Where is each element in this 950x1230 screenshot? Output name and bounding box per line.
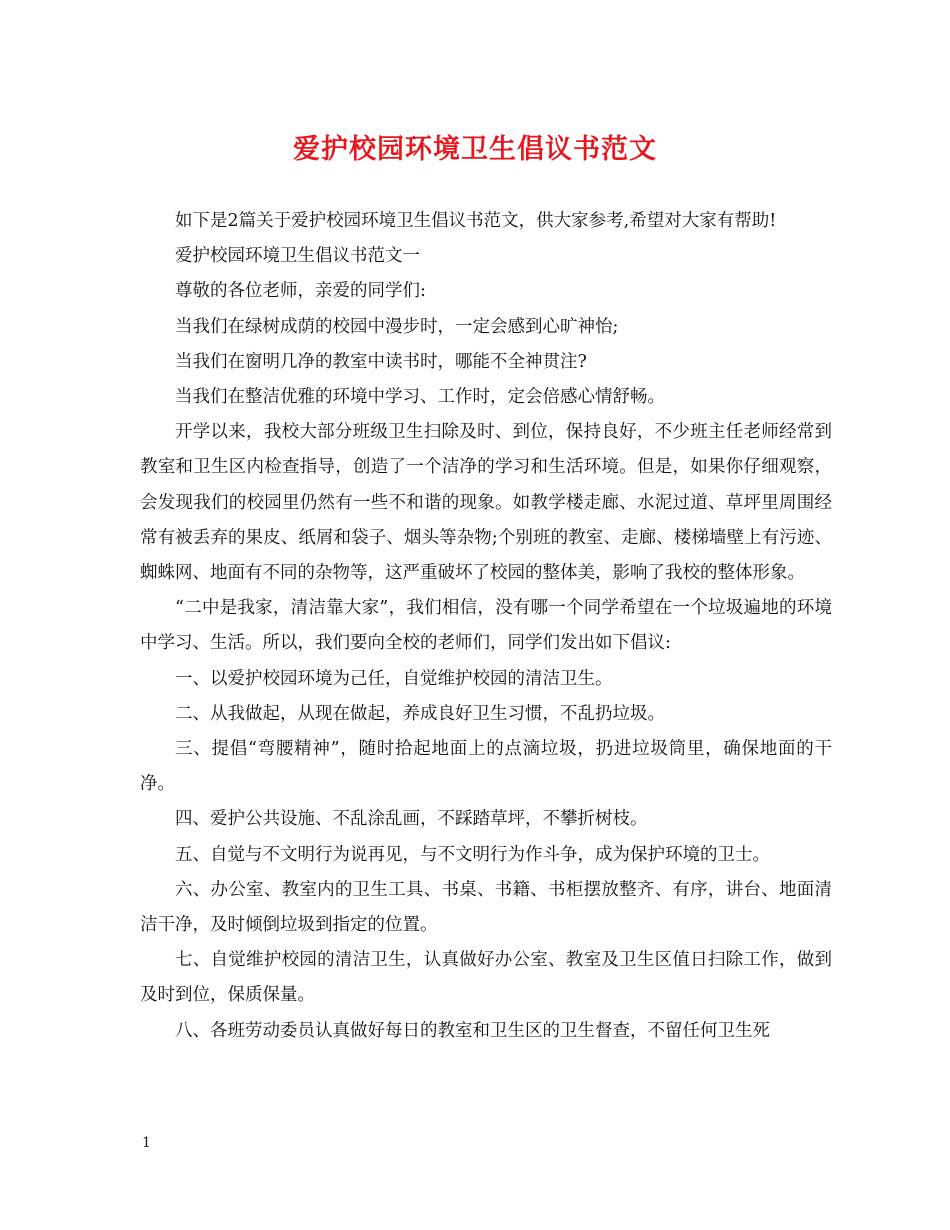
- document-body: [140, 204, 832, 1049]
- list-item: 六、办公室、教室内的卫生工具、书桌、书籍、书柜摆放整齐、有序，讲台、地面清洁干净，及时倾倒垃圾到指定的位置。: [140, 879, 832, 936]
- list-item: 三、提倡“弯腰精神”，随时拾起地面上的点滴垃圾，扔进垃圾筒里，确保地面的干净。: [140, 739, 832, 795]
- list-item: 四、爱护公共设施、不乱涂乱画，不踩踏草坪，不攀折树枝。: [175, 809, 648, 830]
- list-item: 五、自觉与不文明行为说再见，与不文明行为作斗争，成为保护环境的卫士。: [175, 844, 770, 865]
- paragraph: 当我们在整洁优雅的环境中学习、工作时，定会倍感心情舒畅。: [175, 387, 665, 408]
- page-number: 1: [142, 1135, 151, 1151]
- paragraph: “二中是我家，清洁靠大家”，我们相信，没有哪一个同学希望在一个垃圾遍地的环境中学习、生活。所以，我们要向全校的老师们，同学们发出如下倡议:: [140, 598, 832, 654]
- list-item: 八、各班劳动委员认真做好每日的教室和卫生区的卫生督查，不留任何卫生死: [175, 1020, 770, 1041]
- paragraph-subtitle: 爱护校园环境卫生倡议书范文一: [175, 246, 420, 267]
- paragraph-salutation: 尊敬的各位老师，亲爱的同学们:: [175, 281, 426, 302]
- list-item: 七、自觉维护校园的清洁卫生，认真做好办公室、教室及卫生区值日扫除工作，做到及时到位，保质保量。: [140, 950, 832, 1006]
- document-title: 爱护校园环境卫生倡议书范文: [293, 134, 657, 165]
- paragraph: 当我们在绿树成荫的校园中漫步时，一定会感到心旷神怡;: [175, 316, 619, 337]
- list-item: 一、以爱护校园环境为己任，自觉维护校园的清洁卫生。: [175, 668, 613, 689]
- paragraph-intro: 如下是2篇关于爱护校园环境卫生倡议书范文，供大家参考,希望对大家有帮助!: [175, 211, 777, 231]
- paragraph: 当我们在窗明几净的教室中读书时，哪能不全神贯注?: [175, 351, 587, 372]
- list-item: 二、从我做起，从现在做起，养成良好卫生习惯，不乱扔垃圾。: [175, 703, 665, 724]
- paragraph: 开学以来，我校大部分班级卫生扫除及时、到位，保持良好，不少班主任老师经常到教室和卫生区内检查指导，创造了一个洁净的学习和生活环境。但是，如果你仔细观察，会发现我们的校园里仍然有一些不和谐的现象。如教学楼走廊、水泥过道、草坪里周围经常有被丢弃的果皮、纸屑和袋子、烟头等杂物;个别班的教室、走廊、楼梯墙壁上有污迹、蜘蛛网、地面有不同的杂物等，这严重破坏了校园的整体美，影响了我校的整体形象。: [140, 422, 832, 584]
